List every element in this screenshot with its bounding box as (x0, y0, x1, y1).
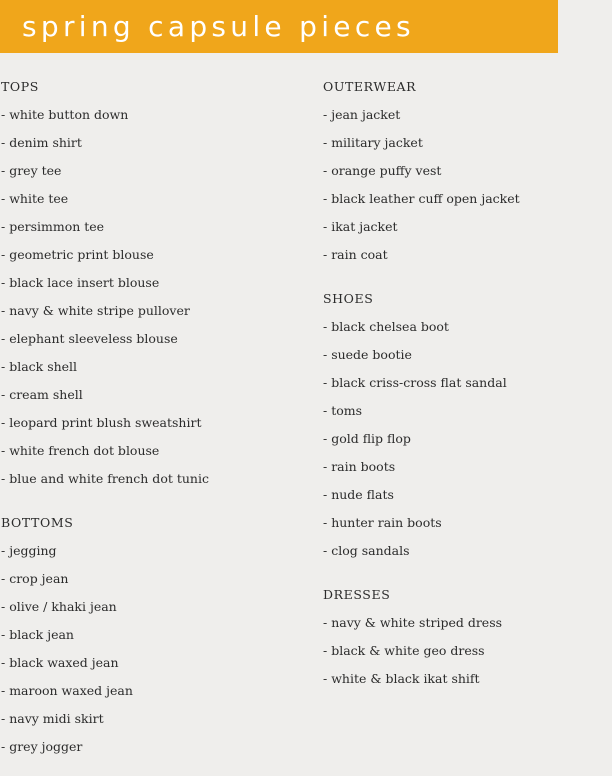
list-item: - geometric print blouse (1, 247, 154, 262)
list-item: - olive / khaki jean (1, 599, 117, 614)
section-heading: BOTTOMS (1, 515, 74, 530)
list-item: - ikat jacket (323, 219, 398, 234)
list-item: - black lace insert blouse (1, 275, 160, 290)
list-item: - orange puffy vest (323, 163, 442, 178)
list-item: - elephant sleeveless blouse (1, 331, 178, 346)
list-item: - persimmon tee (1, 219, 105, 234)
section-spacer (1, 496, 301, 512)
list-item: - black waxed jean (1, 655, 119, 670)
title-banner (0, 0, 558, 53)
list-item: - denim shirt (1, 135, 82, 150)
list-item: - white button down (1, 107, 129, 122)
list-item: - grey tee (1, 163, 62, 178)
section-heading: SHOES (323, 291, 374, 306)
section-bottoms (1, 512, 301, 764)
list-item: - suede bootie (323, 347, 412, 362)
list-item: - crop jean (1, 571, 69, 586)
list-item: - black jean (1, 627, 74, 642)
section-spacer (323, 272, 608, 288)
list-item: - black criss-cross flat sandal (323, 375, 507, 390)
list-item: - military jacket (323, 135, 423, 150)
section-heading: TOPS (1, 79, 39, 94)
list-item: - white tee (1, 191, 69, 206)
list-item: - navy & white stripe pullover (1, 303, 190, 318)
list-item: - blue and white french dot tunic (1, 471, 209, 486)
list-item: - jean jacket (323, 107, 401, 122)
list-item: - maroon waxed jean (1, 683, 133, 698)
list-item: - toms (323, 403, 363, 418)
list-item: - white & black ikat shift (323, 671, 480, 686)
list-item: - leopard print blush sweatshirt (1, 415, 202, 430)
list-item: - gold flip flop (323, 431, 411, 446)
list-item: - navy & white striped dress (323, 615, 503, 630)
section-dresses (323, 584, 608, 696)
section-heading: DRESSES (323, 587, 391, 602)
banner-notch (538, 0, 558, 53)
list-item: - black & white geo dress (323, 643, 485, 658)
page-title: spring capsule pieces (22, 10, 415, 43)
list-item: - black shell (1, 359, 78, 374)
section-spacer (323, 568, 608, 584)
list-item: - jegging (1, 543, 57, 558)
section-outerwear (323, 76, 608, 272)
section-tops (1, 76, 301, 496)
section-shoes (323, 288, 608, 568)
list-item: - clog sandals (323, 543, 410, 558)
list-item: - hunter rain boots (323, 515, 442, 530)
left-column (1, 76, 301, 764)
list-item: - black chelsea boot (323, 319, 449, 334)
list-item: - rain coat (323, 247, 388, 262)
right-column (323, 76, 608, 696)
list-item: - navy midi skirt (1, 711, 104, 726)
list-item: - grey jogger (1, 739, 83, 754)
section-heading: OUTERWEAR (323, 79, 417, 94)
list-item: - black leather cuff open jacket (323, 191, 520, 206)
list-item: - cream shell (1, 387, 83, 402)
list-item: - nude flats (323, 487, 394, 502)
list-item: - rain boots (323, 459, 396, 474)
list-item: - white french dot blouse (1, 443, 160, 458)
